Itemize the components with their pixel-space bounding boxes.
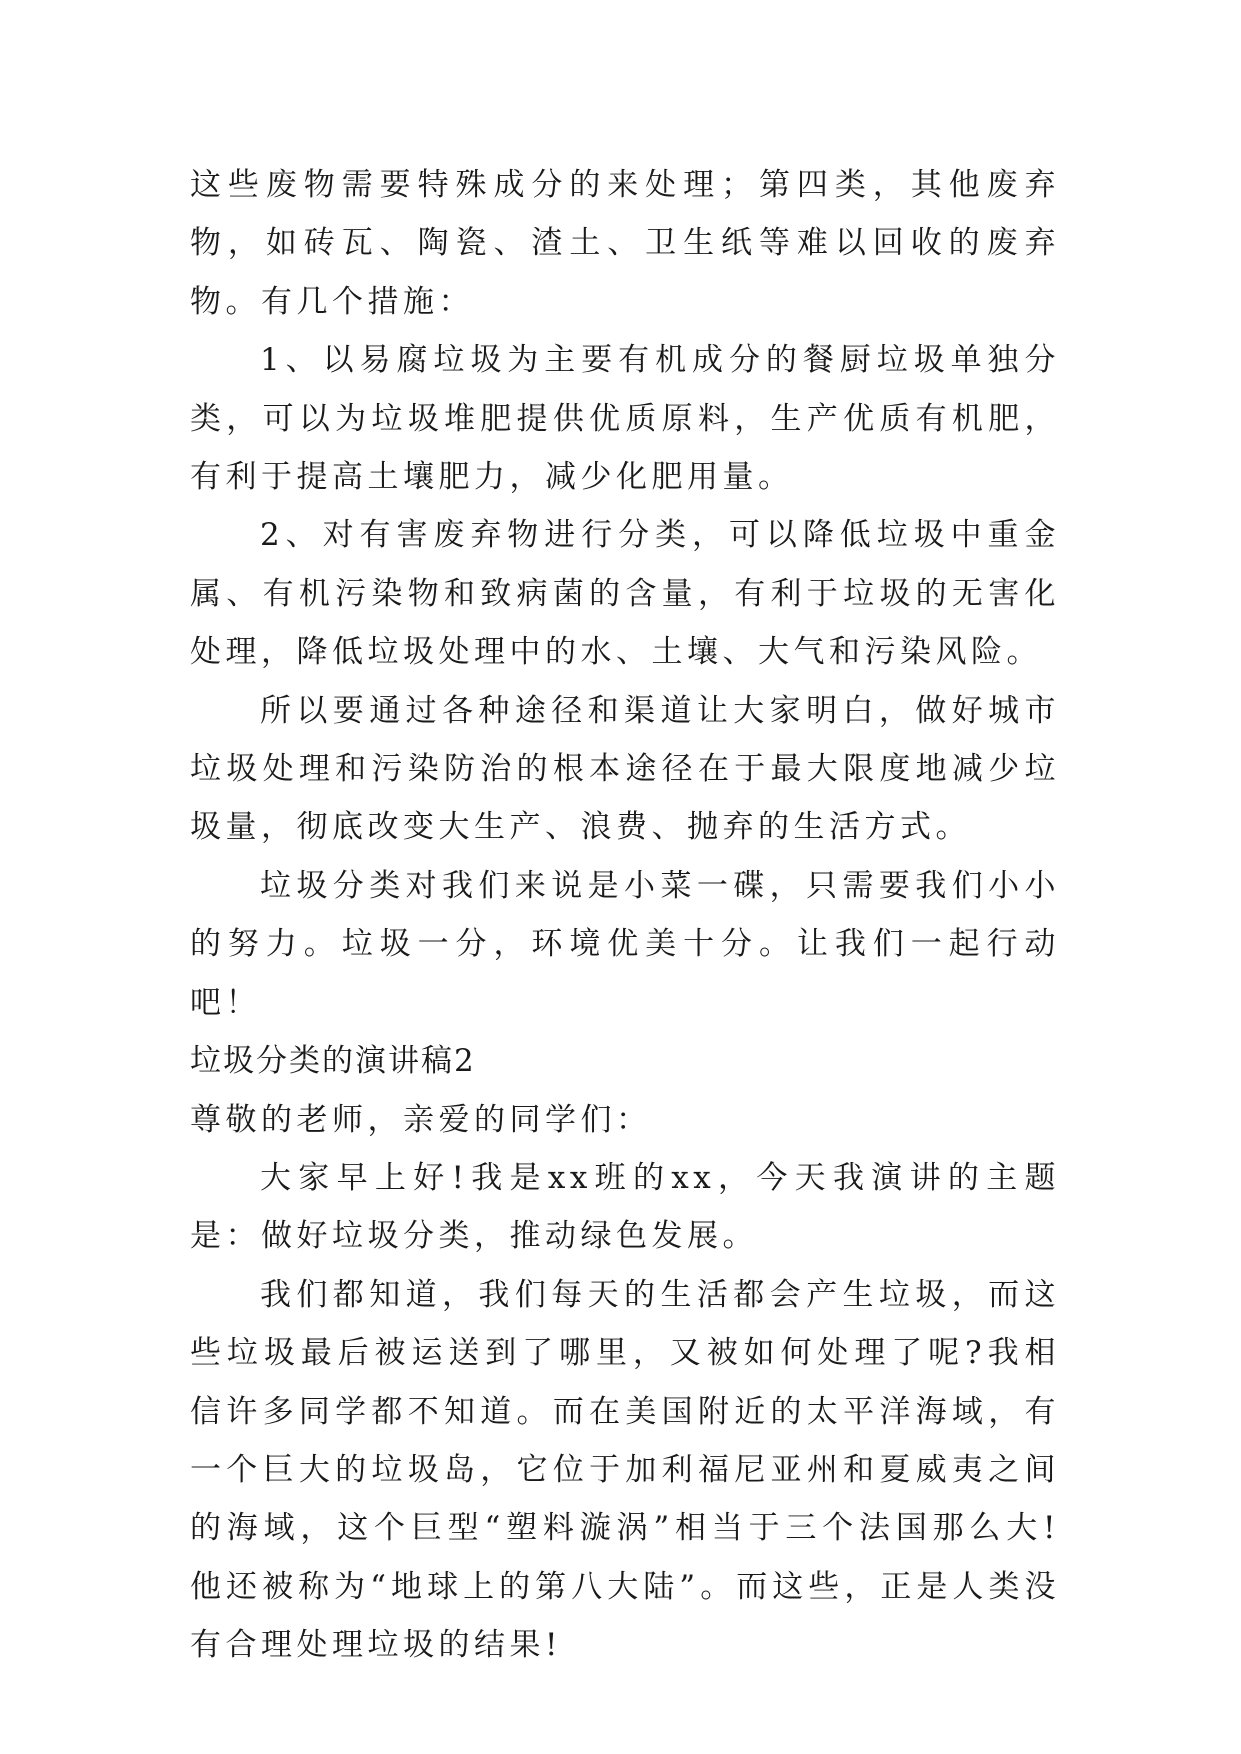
salutation: 尊敬的老师，亲爱的同学们： bbox=[190, 1101, 652, 1138]
measure-item-2: 2、对有害废弃物进行分类，可以降低垃圾中重金属、有机污染物和致病菌的含量，有利于垃圾的无害化处理，降低垃圾处理中的水、土壤、大气和污染风险。 bbox=[190, 517, 1060, 671]
measure-item-1: 1、以易腐垃圾为主要有机成分的餐厨垃圾单独分类，可以为垃圾堆肥提供优质原料，生产优质有机肥，有利于提高土壤肥力，减少化肥用量。 bbox=[190, 342, 1060, 496]
speech-paragraph: 我们都知道，我们每天的生活都会产生垃圾，而这些垃圾最后被运送到了哪里，又被如何处理了呢?我相信许多同学都不知道。而在美国附近的太平洋海域，有一个巨大的垃圾岛，它位于加利福尼亚州和夏威夷之间的海域，这个巨型“塑料漩涡”相当于三个法国那么大!他还被称为“地球上的第八大陆”。而这些，正是人类没有合理处理垃圾的结果! bbox=[190, 1276, 1060, 1664]
body-paragraph: 垃圾分类对我们来说是小菜一碟，只需要我们小小的努力。垃圾一分，环境优美十分。让我们一起行动吧！ bbox=[190, 867, 1060, 1021]
speech-paragraph: 大家早上好!我是xx班的xx，今天我演讲的主题是：做好垃圾分类，推动绿色发展。 bbox=[190, 1159, 1060, 1255]
body-paragraph: 这些废物需要特殊成分的来处理；第四类，其他废弃物，如砖瓦、陶瓷、渣土、卫生纸等难以回收的废弃物。有几个措施： bbox=[190, 167, 1060, 320]
body-paragraph: 所以要通过各种途径和渠道让大家明白，做好城市垃圾处理和污染防治的根本途径在于最大限度地减少垃圾量，彻底改变大生产、浪费、抛弃的生活方式。 bbox=[190, 692, 1060, 846]
document-page bbox=[190, 156, 1060, 1675]
section-title: 垃圾分类的演讲稿2 bbox=[190, 1043, 476, 1080]
